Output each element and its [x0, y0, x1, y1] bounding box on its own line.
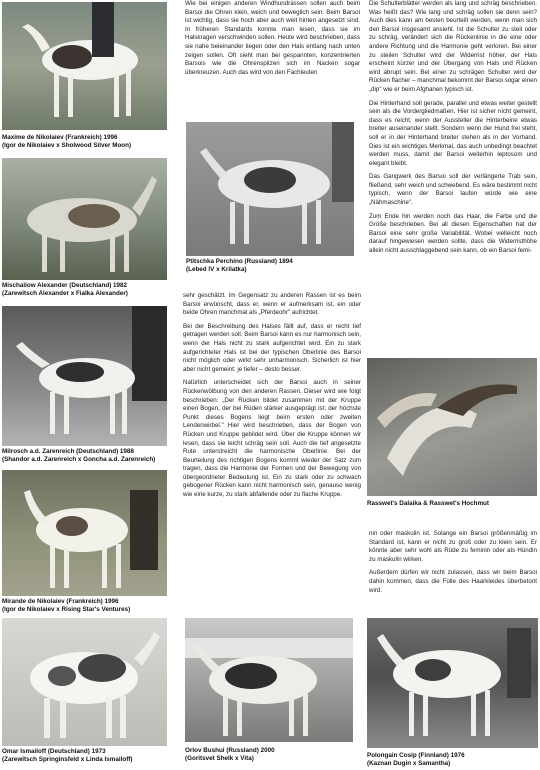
text-block-shoulders-gait [369, 0, 537, 256]
caption-photo-4: Mirande de Nikolaiev (Frankreich) 1996 (Igor de Nikolaiev x Rising Star's Ventures) [2, 598, 131, 614]
borzoi-dog-figure [186, 122, 354, 256]
photo-maxime-de-nikolaiev [2, 2, 167, 130]
paragraph: Zum Ende hin werden noch das Haar, die Farbe und die Größe beschrieben. Bei all diesen Eigenschaften hat der Barsoi eine sehr große Variabilität. Wobei vielleicht noch darauf hingewiesen werden sollte, dass die Widerristhöhe allein nicht ausschlaggebend sein kann, ob ein Barsoi femi- [369, 212, 537, 255]
borzoi-dog-figure [367, 618, 538, 748]
paragraph: Die Schulterblätter werden als lang und schräg beschrieben. Was heißt das? Wie lang und schräg sollen sie denn sein? Auch dies kann am besten beurteilt werden, wenn man sich den Barsoi insgesamt ansieht. Ist die Schulter zu steil oder zu schräg, verändert sich die Rückenlinie in die eine oder andere Richtung und die Harmonie geht verloren. Bei einer zu steilen Schulter wird der Widerrist höher, der Hals erscheint kürzer und der Übergang von Hals und Rücken wird abrupt sein. Bei einer zu schrägen Schulter wird der Rücken flacher – manchmal bekommt der Barsoi sogar einen „dip" wie er beim Afghanen typisch ist. [369, 0, 537, 93]
paragraph: sehr geschätzt. Im Gegensatz zu anderen Rassen ist es beim Barsoi erwünscht, dass er, wenn er aufmerksam ist, ein oder beide Ohren manchmal als „Pferdeohr" aufrichtet. [183, 292, 361, 317]
caption-photo-5: Omar Ismailoff (Deutschland) 1973 (Zarewitsch Springinsfeld x Linda Ismailoff) [2, 748, 133, 764]
borzoi-dog-figure [2, 2, 167, 130]
caption-photo-3: Milrosch a.d. Zarenreich (Deutschland) 1988 (Shandor a.d. Zarenreich x Goncha a.d. Zarenreich) [2, 448, 156, 464]
borzoi-dog-figure [185, 618, 353, 742]
paragraph: Natürlich unterscheidet sich der Barsoi auch in seiner Rückenwölbung von den anderen Rassen. Dieser wird wie folgt beschrieben: „Der Rücken bildet zusammen mit der Kruppe einen Bogen, der bei Rüden stärker ausgeprägt ist; der höchste Punkt dieses Bogens liegt beim ersten oder zweiten Lendenwirbel." Hier wird beschrieben, dass der Bogen von Rücken und Kruppe gebildet wird. Über die Kruppe können wir lesen, dass sie leicht schräg sein soll. Auch die tief angesetzte Rute unterstreicht die harmonische Oberlinie. Bei der Beurteilung des richtigen Bogens kommt wieder der Satz zum tragen, dass die Harmonie der Formen und der Bewegung von übergeordneter Bedeutung ist. Ein zu stark oder zu schwach gebogener Rücken kann nicht harmonisch sein, genauso wenig wie eine kurze, zu stark abfallende oder zu flache Kruppe. [183, 379, 361, 499]
text-block-neck-back [183, 292, 361, 500]
paragraph: Das Gangwerk des Barsoi soll der verlängerte Trab sein, fließend, sehr weich und schwebend. Es wäre bestimmt nicht typisch, wenn der Barsoi laufen würde wie eine „Nähmaschine". [369, 173, 537, 207]
photo-orlov-bushui [185, 618, 353, 742]
caption-photo-8: Rasswet's Dalaika & Rasswet's Hochmut [367, 500, 489, 507]
photo-mischailow-alexander [2, 158, 167, 280]
photo-mirande-de-nikolaiev [2, 470, 167, 596]
caption-photo-7: Orlov Bushui (Russland) 2000 (Goritsvet Shelk x Vita) [185, 747, 275, 763]
photo-rasswets-dalaika-hochmut [367, 358, 537, 496]
paragraph: Außerdem dürfen wir nicht zulassen, dass wir beim Barsoi dahin kommen, dass die Fülle des Haarkleides überbetont wird. [369, 569, 537, 594]
borzoi-dog-figure [2, 306, 167, 446]
text-block-size-coat [369, 530, 537, 595]
borzoi-dog-figure [2, 470, 167, 596]
photo-polongain-cosip [367, 618, 538, 748]
caption-photo-2: Mischailow Alexander (Deutschland) 1982 (Zarewitsch Alexander x Fialka Alexander) [2, 282, 128, 298]
paragraph: nin oder maskulin ist. Solange ein Barsoi größenmäßig im Standard ist, kann er nicht zu groß oder zu klein sein. Er könnte aber sehr wohl als Rüde zu feminin oder als Hündin zu maskulin wirken. [369, 530, 537, 563]
photo-milrosch-zarenreich [2, 306, 167, 446]
borzoi-dog-figure [2, 158, 167, 280]
paragraph: Bei der Beschreibung des Halses fällt auf, dass er recht tief getragen werden soll. Beim Barsoi kann es nur harmonisch sein, wenn der Hals nicht zu stark aufgerichtet wird. Ein zu stark aufgerichteter Hals ist bei der typischen Oberlinie des Barsoi nicht möglich oder wirkt sehr unharmonisch. Sicherlich ist hier aber nicht gemeint: je tiefer – desto besser. [183, 322, 361, 373]
caption-photo-9: Polongain Cosip (Finnland) 1976 (Kaznan Dugin x Samantha) [367, 752, 465, 768]
caption-photo-1: Maxime de Nikolaiev (Frankreich) 1996 (Igor de Nikolaiev x Sholwood Silver Moon) [2, 134, 132, 150]
caption-photo-6: Ptitschka Perchino (Russland) 1894 (Lebed IV x Krilatka) [186, 258, 293, 274]
borzoi-heads-figure [367, 358, 537, 496]
photo-omar-ismailoff [2, 618, 167, 746]
paragraph: Die Hinterhand soll gerade, parallel und etwas weiter gestellt sein als die Vordergliedmaßen. Hier ist sicher nicht gemeint, dass es reicht, wenn der Aussteller die Hinterbeine etwas breiter auseinander stellt. Sondern wenn der Hund frei steht, soll er in der Hinterhand breiter stehen als in der Vorhand. Dies ist ein wichtiges Merkmal, das auch unbedingt beachtet werden muss, damit der Barsoi weiterhin leptosom und elegant bleibt. [369, 99, 537, 167]
photo-ptitschka-perchino [186, 122, 354, 256]
text-block-ears: Wie bei einigen anderen Windhundrassen sollen auch beim Barsoi die Ohren klein, weich und beweglich sein. Beim Barsoi ist wichtig, dass sie hoch aber auch weit hinten angesetzt sind. In früheren Standards konnte man lesen, dass sie im Halskragen verschwinden sollen. Heute wird beschrieben, dass sie nahe beieinander liegen oder den Hals entlang nach unten zeigen sollen. Oft sieht man bei gespannten, konzentrierten Barsois wie die Ohrenspitzen sich im Nacken sogar überkreuzen. Auch das wird von den Fachleuten [185, 0, 360, 76]
borzoi-dog-figure [2, 618, 167, 746]
